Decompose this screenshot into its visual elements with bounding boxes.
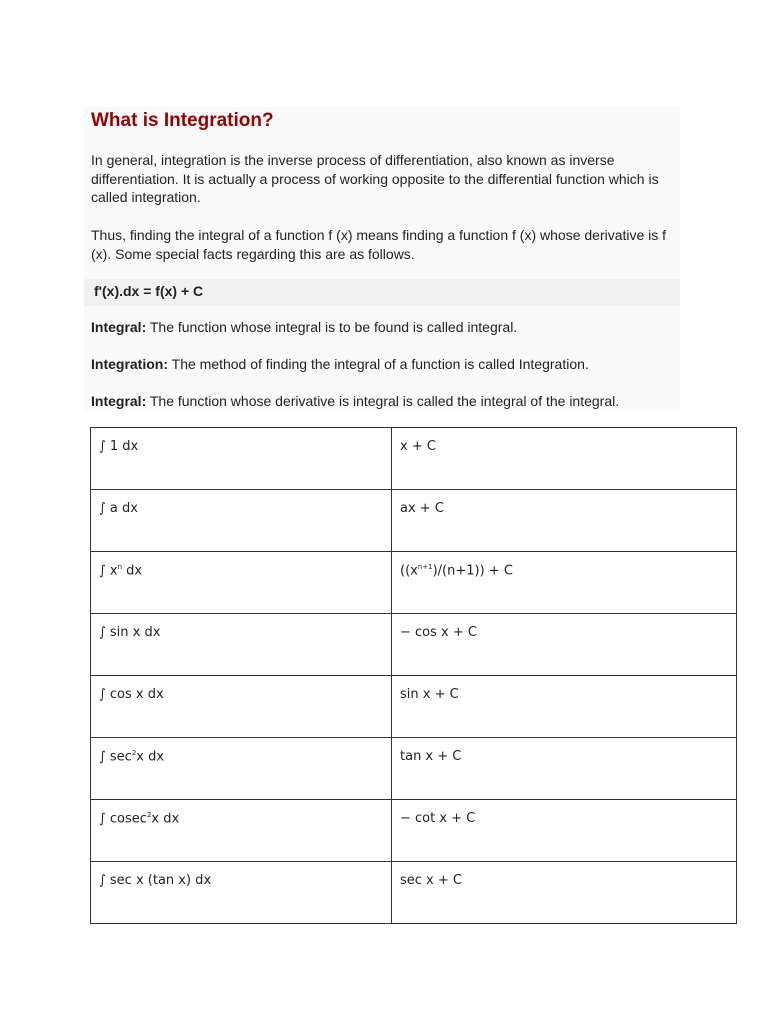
result-cell: sec x + C (392, 862, 737, 924)
integral-cell (91, 552, 392, 614)
integral-table (90, 427, 737, 924)
exponent: 2 (146, 811, 152, 819)
table-row (91, 552, 737, 614)
table-row (91, 676, 737, 738)
integral-cell: ∫ a dx (91, 490, 392, 552)
definition-text: The function whose derivative is integral is called the integral of the integral. (146, 393, 620, 409)
definition-text: The function whose integral is to be found is called integral. (146, 319, 518, 335)
definition-integration (91, 355, 589, 373)
integral-cell: ∫ 1 dx (91, 428, 392, 490)
definition-term: Integral: (91, 319, 147, 335)
exponent: n (117, 563, 123, 571)
integral-tail: x dx (151, 811, 180, 827)
result-head: ((x (400, 563, 418, 579)
table-row (91, 862, 737, 924)
result-cell: x + C (392, 428, 737, 490)
definition-integral-of-integral (91, 392, 619, 410)
intro-paragraph: In general, integration is the inverse process of differentiation, also known as inverse differentiation. It is actually a process of working opposite to the differential function which is called integration. (91, 152, 659, 205)
formula: f'(x).dx = f(x) + C (94, 283, 204, 299)
integral-cell (91, 738, 392, 800)
integral-cell: ∫ sin x dx (91, 614, 392, 676)
integral-tail: dx (122, 563, 143, 579)
table-row (91, 428, 737, 490)
integral-base: ∫ x (99, 563, 118, 579)
integral-cell: ∫ cos x dx (91, 676, 392, 738)
result-cell: − cot x + C (392, 800, 737, 862)
table-row (91, 738, 737, 800)
result-cell (392, 552, 737, 614)
page-title: What is Integration? (91, 110, 274, 131)
integral-base: ∫ sec (99, 749, 132, 765)
result-cell: sin x + C (392, 676, 737, 738)
result-cell: ax + C (392, 490, 737, 552)
integral-cell: ∫ sec x (tan x) dx (91, 862, 392, 924)
table-row (91, 490, 737, 552)
definition-integral (91, 318, 517, 336)
integral-paragraph: Thus, finding the integral of a function f (x) means finding a function f (x) whose derivative is f (x). Some special facts regarding this are as follows. (91, 227, 667, 262)
definition-text: The method of finding the integral of a function is called Integration. (168, 356, 589, 372)
table-row (91, 800, 737, 862)
result-cell: tan x + C (392, 738, 737, 800)
integral-tail: x dx (136, 749, 165, 765)
definition-term: Integration: (91, 356, 168, 372)
exponent: 2 (131, 749, 137, 757)
result-cell: − cos x + C (392, 614, 737, 676)
definition-term: Integral: (91, 393, 147, 409)
result-tail: )/(n+1)) + C (432, 563, 513, 579)
integral-base: ∫ cosec (99, 811, 147, 827)
integral-cell (91, 800, 392, 862)
table-row (91, 614, 737, 676)
exponent: n+1 (417, 563, 433, 571)
